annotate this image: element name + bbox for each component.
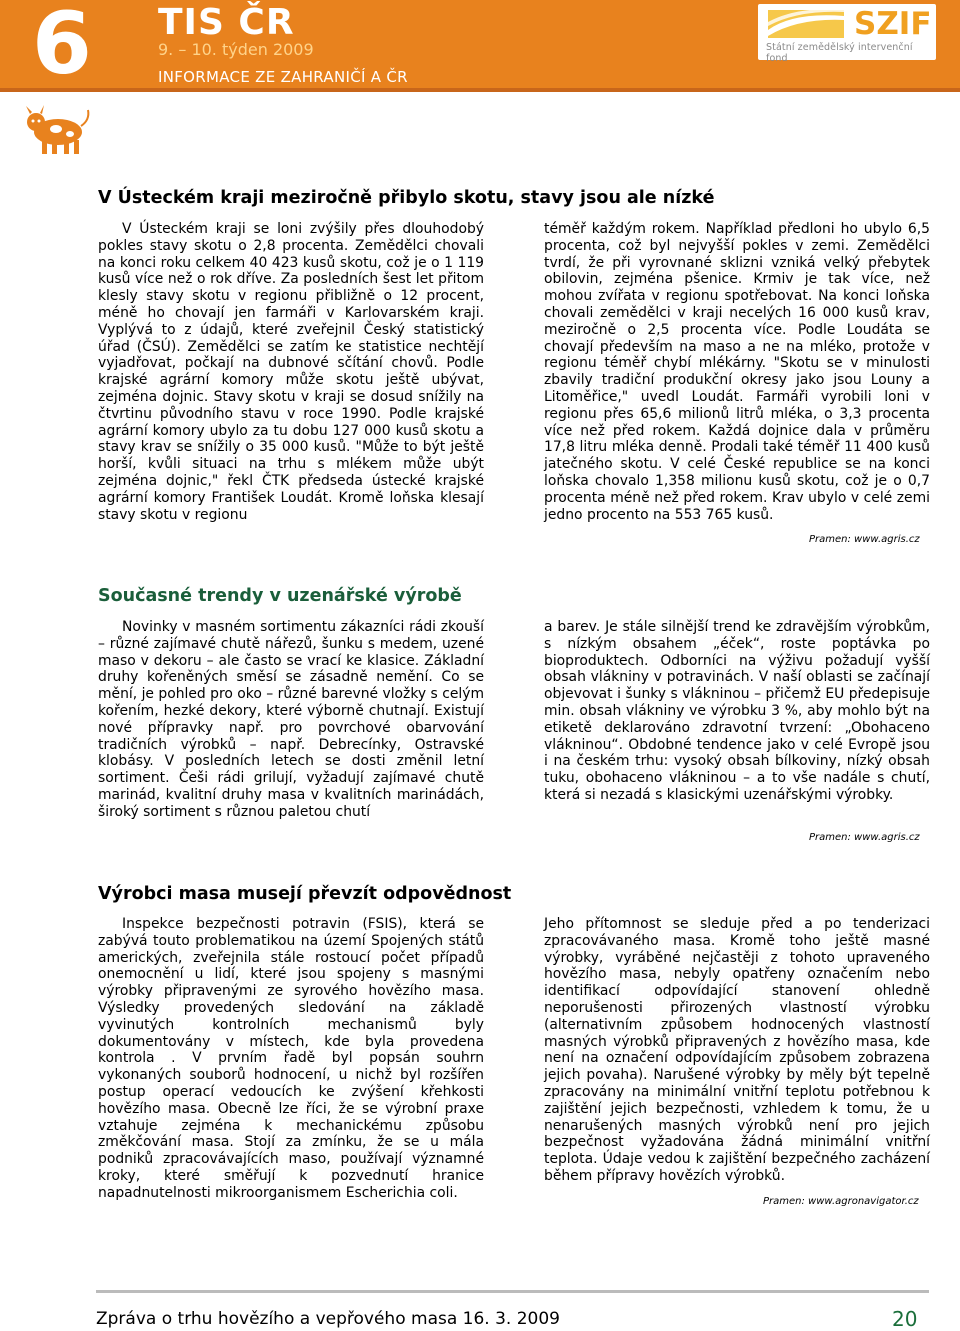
article-title: Výrobci masa musejí převzít odpovědnost: [98, 884, 512, 904]
logo-subtitle: Státní zemědělský intervenční fond: [766, 42, 913, 64]
article-source: Pramen: www.agronavigator.cz: [763, 1196, 919, 1207]
szif-logo: [758, 4, 936, 64]
header-divider: [0, 88, 960, 92]
section-label: INFORMACE ZE ZAHRANIČÍ A ČR: [158, 68, 408, 86]
article-paragraph: Inspekce bezpečnosti potravin (FSIS), která se zabývá touto problematikou na území Spojených států amerických, zveřejnila stále rostoucí počet případů onemocnění u lidí, které jsou spojeny s masnými výrobky připravenými ze syrového hovězího masa. Výsledky provedených sledování na základě vyvinutých kontrolních mechanismů byly dokumentovány v místech, kde byla provedena kontrola . V prvním řadě byl popsán souhrn vykonaných souborů hodnocení, u nichž byl rozšířen postup operací vedoucích ke zvýšení křehkosti hovězího masa. Obecně lze říci, že se výrobní praxe vztahuje zejména k mechanickému způsobu změkčování masa. Stojí za zmínku, že se u mála podniků zpracovávajících maso, používají významné kroky, které směřují k pozvednutí hranice napadnutelnosti mikroorganismem Escherichia coli.: [98, 916, 484, 1201]
article-paragraph: V Ústeckém kraji se loni zvýšily přes dlouhodobý pokles stavy skotu o 2,8 procenta. Zemědělci chovali na konci roku celkem 40 423 kusů skotu, což je o 1 119 kusů více než o rok dříve. Za posledních šest let přitom klesly stavy skotu v regionu přibližně o 12 procent, méně ho chovají jen farmáři v Karlovarském kraji. Vyplývá to z údajů, které zveřejnil Český statistický úřad (ČSÚ). Zemědělci se zatím ke statistice nechtějí vyjadřovat, počkají na dubnové sčítání chovů. Podle krajské agrární komory může skotu ještě ubývat, zejména dojnic. Stavy skotu v kraji se dosud snížily na čtvrtinu původního stavu v roce 1990. Podle krajské agrární komory ubylo za tu dobu 127 000 kusů skotu a stavy krav se snížily o 35 000 kusů. "Může to být ještě horší, kvůli situaci na trhu s mlékem může ubýt zejména dojnic," řekl ČTK předseda ústecké krajské agrární komory František Loudát. Kromě loňska klesají stavy skotu v regionu: [98, 221, 484, 523]
article-paragraph: Novinky v masném sortimentu zákazníci rádi zkouší – různé zajímavé chutě nářezů, šunku s medem, uzené maso v dekoru – ale často se vrací ke klasice. Základní druhy kořeněných směsí se zásadně nemění. Co se mění, je pohled pro oko – různé barevné vložky s celým kořením, hezké dekory, které výborně chutnají. Existují nové přípravky např. pro povrchové obarvování tradičních výrobků – např. Debrecínky, Ostravské klobásy. V posledních letech se dosti změnil letní sortiment. Češi rádi grilují, vyžadují zajímavé chutě marinád, kvalitní druhy masa v kvalitních marinádách, široký sortiment s různou paletou chutí: [98, 619, 484, 820]
article-paragraph: Jeho přítomnost se sleduje před a po tenderizaci zpracovávaného masa. Kromě toho ještě masné výrobky, vyráběné nejčastěji z tohoto upraveného hovězího masa, nebyly opatřeny označením nebo identifikací odpovídající stanovení ohledně neporušenosti přirozených vlastností výrobku (alternativním způsobem hodnocených vlastností masných výrobků připravených z hovězího masa, kde není na označení odpovídajícím způsobem zobrazena jejich povaha). Narušené výrobky by měly být tepelně zpracovány na minimální vnitřní teplotu potřebnou k zajištění jejich bezpečnosti, vzhledem k tomu, že u nenarušených masných výrobků není pro jejich bezpečnost vyžadována žádná minimální vnitřní teplota. Údaje vedou k zajištění bezpečného zacházení během přípravy hovězích výrobků.: [544, 916, 930, 1184]
article-text-left: [98, 916, 484, 1202]
footer-report-title: Zpráva o trhu hovězího a vepřového masa 16. 3. 2009: [96, 1309, 560, 1329]
week-label: 9. – 10. týden 2009: [158, 40, 314, 59]
article-text-left: [98, 619, 484, 821]
article-paragraph: a barev. Je stále silnější trend ke zdravějším výrobkům, s nízkým obsahem „éček“, roste poptávka po bioproduktech. Odborníci na výživu požadují vyšší obsah vlákniny v potravinách. V naší oblasti se začínají objevovat i šunky s vlákninou – přičemž EU předepisuje min. obsah vlákniny ve výrobku 3 %, aby mohlo být na etiketě deklarováno zdravotní tvrzení: „Obohaceno vlákninou“. Obdobné tendence jako v celé Evropě jsou i na českém trhu: vysoký obsah bílkoviny, nízký obsah tuku, obohaceno vlákninou – a to vše nadále s chutí, která si nezadá s klasickými uzenářskými výrobky.: [544, 619, 930, 803]
cow-mascot-icon: [18, 96, 94, 156]
article-text-left: [98, 221, 484, 523]
logo-wordmark: SZIF: [854, 6, 932, 42]
article-source: Pramen: www.agris.cz: [809, 832, 920, 843]
article-text-right: [544, 916, 930, 1185]
szif-flag-icon: [768, 10, 844, 38]
article-source: Pramen: www.agris.cz: [809, 534, 920, 545]
issue-number: 6: [32, 0, 92, 94]
page-header: [0, 0, 960, 92]
article-text-right: [544, 619, 930, 804]
article-title: V Ústeckém kraji meziročně přibylo skotu, stavy jsou ale nízké: [98, 188, 715, 208]
article-title: Současné trendy v uzenářské výrobě: [98, 586, 462, 606]
article-text-right: [544, 221, 930, 523]
article-paragraph: téměř každým rokem. Například předloni ho ubylo 6,5 procenta, což byl nejvyšší pokles v zemi. Zemědělci tvrdí, že při vyrovnané sklizni vzniká velký přebytek obilovin, zejména pšenice. Krmiv je tak více, než mohou zvířata v regionu spotřebovat. Na konci loňska chovali zemědělci v kraji necelých 16 000 kusů krav, meziročně o 2,5 procenta více. Podle Loudáta se chovají především na maso a ne na mléko, protože v regionu téměř chybí mlékárny. "Skotu se v minulosti zbavily tradiční produkční okresy jako jsou Louny a Litoměřice," uvedl Loudát. Farmáři vyrobili loni v regionu přes 65,6 milionů litrů mléka, o 3,3 procenta více než před rokem. Každá dojnice dala v průměru 17,8 litru mléka denně. Prodali také téměř 11 400 kusů jatečného skotu. V celé České republice se na konci loňska chovalo 1,358 milionu kusů skotu, což je o 0,7 procenta méně než před rokem. Krav ubylo v celé zemi jedno procento na 553 765 kusů.: [544, 221, 930, 523]
footer-divider: [96, 1290, 929, 1293]
page-number: 20: [892, 1307, 918, 1331]
brand-title: TIS ČR: [158, 2, 295, 43]
